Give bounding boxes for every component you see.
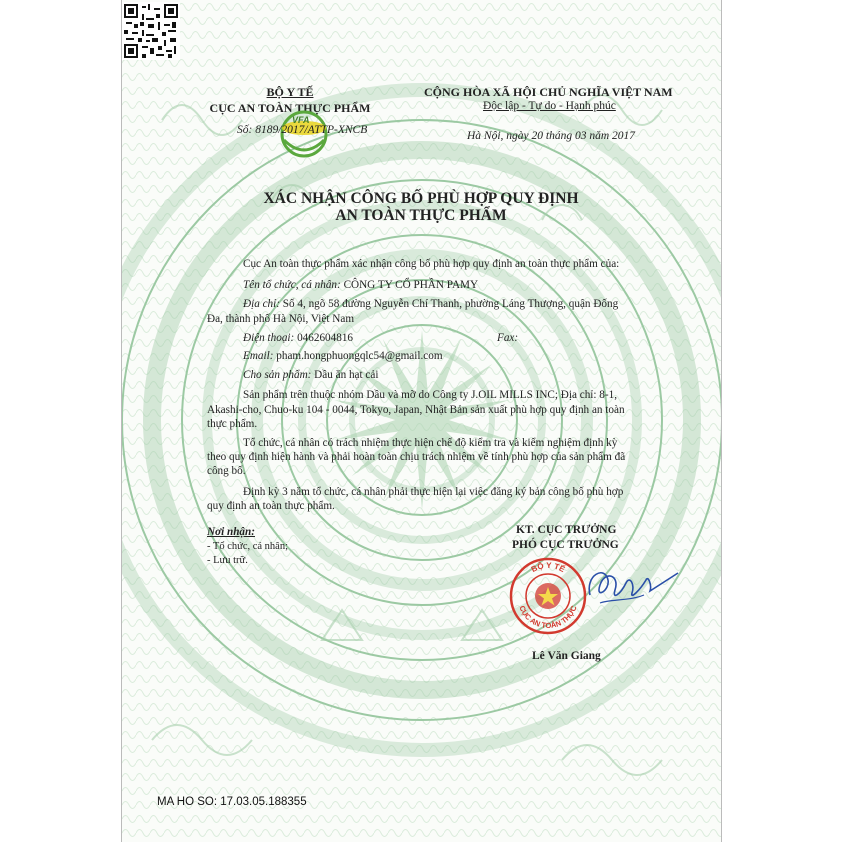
address-value-2: Đa, thành phố Hà Nội, Việt Nam <box>207 313 355 325</box>
organization-label: Tên tổ chức, cá nhân: <box>243 279 341 291</box>
paragraph1-line1: Sản phẩm trên thuộc nhóm Dầu và mỡ do Công ty J.OIL MILLS INC; Địa chỉ: 8-1, <box>243 389 618 401</box>
recipient-item-2: - Lưu trữ. <box>207 555 248 566</box>
signer-role-2: PHÓ CỤC TRƯỞNG <box>512 539 619 551</box>
recipients-heading: Nơi nhận: <box>207 526 255 538</box>
department-name: CỤC AN TOÀN THỰC PHẨM <box>209 101 371 115</box>
document-number: Số: 8189/2017/ATTP-XNCB <box>237 124 368 136</box>
paragraph2-line3: công bố. <box>207 465 246 477</box>
recipient-item-1: - Tổ chức, cá nhân; <box>207 541 289 552</box>
national-motto: Độc lập - Tự do - Hạnh phúc <box>483 100 616 112</box>
phone-label: Điện thoại: <box>243 332 295 344</box>
stamp-bottom-text: CỤC AN TOÀN THỰC <box>517 604 579 631</box>
paragraph3-line1: Định kỳ 3 năm tổ chức, cá nhân phải thực hiện lại việc đăng ký bản công bố phù hợp <box>243 486 624 498</box>
file-code: MA HO SO: 17.03.05.188355 <box>157 796 307 808</box>
republic-name: CỘNG HÒA XÃ HỘI CHỦ NGHĨA VIỆT NAM <box>424 85 673 99</box>
signer-name: Lê Văn Giang <box>532 650 601 662</box>
certificate-title-line1: XÁC NHẬN CÔNG BỐ PHÙ HỢP QUY ĐỊNH <box>263 190 579 207</box>
organization-value: CÔNG TY CỔ PHẦN PAMY <box>340 279 479 291</box>
signer-role-1: KT. CỤC TRƯỞNG <box>516 524 617 536</box>
phone-value: 0462604816 <box>294 332 354 344</box>
paragraph1-line2: Akashi-cho, Chuo-ku 104 - 0044, Tokyo, Japan, Nhật Bản sản xuất phù hợp quy định an toàn <box>207 404 625 416</box>
qr-code <box>122 2 180 60</box>
email-line <box>243 351 443 362</box>
email-value: pham.hongphuongqlc54@gmail.com <box>273 350 443 362</box>
email-label: Email: <box>243 350 274 362</box>
ministry-name: BỘ Y TẾ <box>266 85 314 99</box>
address-label: Địa chỉ: <box>243 298 280 310</box>
paragraph3-line2: quy định an toàn thực phẩm. <box>207 500 335 512</box>
paragraph1-line3: thực phẩm. <box>207 418 258 430</box>
paragraph2-line1: Tổ chức, cá nhân có trách nhiệm thực hiện chế độ kiểm tra và kiểm nghiệm định kỳ <box>243 437 618 449</box>
product-label: Cho sản phẩm: <box>243 369 312 381</box>
handwritten-signature <box>560 555 690 625</box>
product-value: Dầu ăn hạt cải <box>311 369 379 381</box>
paragraph2-line2: theo quy định hiện hành và phải hoàn toàn chịu trách nhiệm về tính phù hợp của sản phẩm đã <box>207 451 626 463</box>
vfa-logo-text: VFA <box>292 115 310 125</box>
phone-line <box>243 333 353 344</box>
issue-date: Hà Nội, ngày 20 tháng 03 năm 2017 <box>467 130 636 142</box>
stamp-top-text: BỘ Y TẾ <box>529 560 567 575</box>
certificate-title-line2: AN TOÀN THỰC PHẨM <box>335 207 507 224</box>
intro-text: Cục An toàn thực phẩm xác nhận công bố phù hợp quy định an toàn thực phẩm của: <box>243 258 620 270</box>
address-value-1: Số 4, ngõ 58 đường Nguyễn Chí Thanh, phường Láng Thượng, quận Đống <box>279 298 619 310</box>
address-line-1 <box>243 299 618 310</box>
fax-label: Fax: <box>497 332 519 344</box>
product-line <box>243 370 378 381</box>
organization-line <box>243 280 478 291</box>
